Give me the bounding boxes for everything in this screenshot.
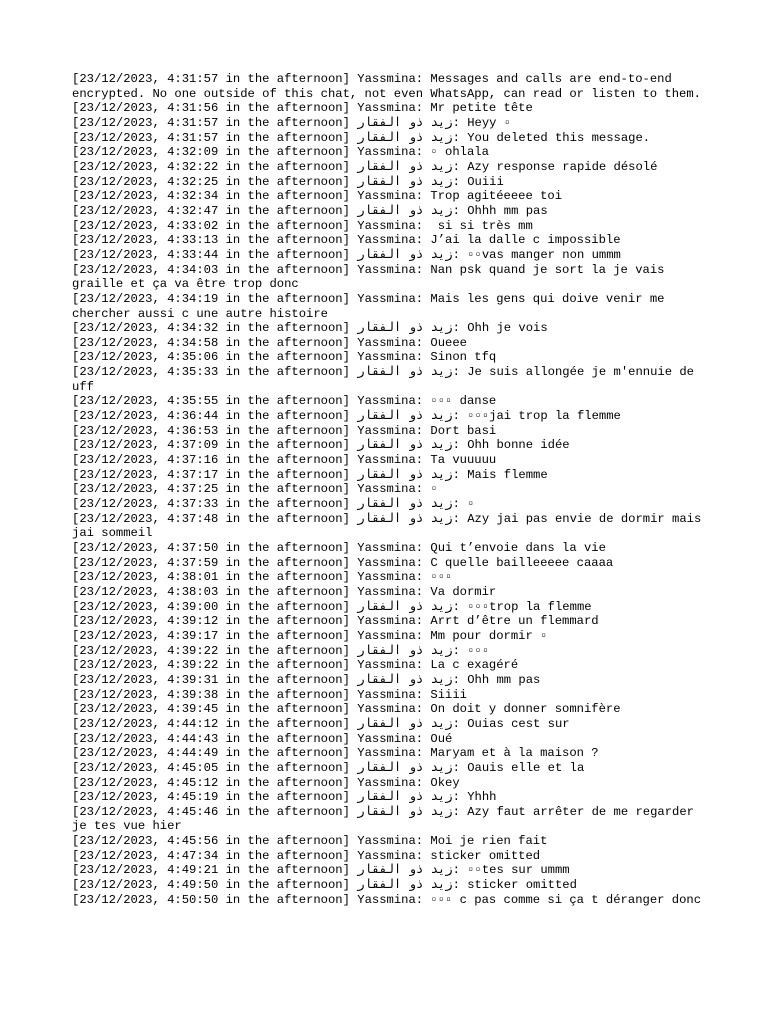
message-sender: Yassmina xyxy=(357,731,416,746)
message-timestamp: [23/12/2023, 4:31:56 in the afternoon] xyxy=(72,101,350,116)
message-timestamp: [23/12/2023, 4:39:31 in the afternoon] xyxy=(72,672,350,687)
chat-line: [23/12/2023, 4:47:34 in the afternoon] Yassmina: sticker omitted xyxy=(72,848,541,863)
message-sender: Yassmina xyxy=(357,541,416,555)
message-timestamp: [23/12/2023, 4:33:02 in the afternoon] xyxy=(72,218,350,233)
message-timestamp: [23/12/2023, 4:36:44 in the afternoon] xyxy=(72,409,350,424)
message-text: ▫▫tes sur ummm xyxy=(467,863,570,878)
message-text: ▫▫▫trop la flemme xyxy=(467,599,592,614)
message-sender: زيد ذو الفقار xyxy=(357,878,453,893)
message-timestamp: [23/12/2023, 4:39:45 in the afternoon] xyxy=(72,702,350,717)
message-sender: زيد ذو الفقار xyxy=(357,804,453,819)
message-sender: Yassmina xyxy=(357,189,416,204)
message-timestamp: [23/12/2023, 4:31:57 in the afternoon] xyxy=(72,72,350,86)
message-timestamp: [23/12/2023, 4:37:59 in the afternoon] xyxy=(72,555,350,570)
message-sender: Yassmina xyxy=(357,584,416,599)
chat-line: [23/12/2023, 4:50:50 in the afternoon] Yassmina: ▫▫▫ c pas comme si ça t déranger donc xyxy=(72,892,702,907)
message-sender: زيد ذو الفقار xyxy=(357,511,453,526)
chat-line: [23/12/2023, 4:31:57 in the afternoon] Yassmina: Messages and calls are end-to-end encrypted. No one outside of this chat, not even WhatsApp, can read or listen to them. xyxy=(72,72,701,101)
chat-line: [23/12/2023, 4:33:44 in the afternoon] زيد ذو الفقار: ▫▫vas manger non ummm xyxy=(72,247,621,262)
message-sender: زيد ذو الفقار xyxy=(357,174,453,189)
message-sender: زيد ذو الفقار xyxy=(357,760,453,775)
chat-line: [23/12/2023, 4:33:02 in the afternoon] Yassmina: si si très mm xyxy=(72,218,533,233)
message-sender: Yassmina xyxy=(357,335,416,350)
message-sender: Yassmina xyxy=(357,145,416,160)
message-text: Ohh mm pas xyxy=(467,672,541,687)
message-text: sticker omitted xyxy=(467,878,577,893)
chat-line: [23/12/2023, 4:37:17 in the afternoon] زيد ذو الفقار: Mais flemme xyxy=(72,467,548,482)
message-sender: Yassmina xyxy=(357,775,416,790)
message-timestamp: [23/12/2023, 4:37:25 in the afternoon] xyxy=(72,482,350,497)
message-text: ▫▫▫jai trop la flemme xyxy=(467,409,621,424)
chat-line: [23/12/2023, 4:34:58 in the afternoon] Yassmina: Oueee xyxy=(72,335,467,350)
message-sender: Yassmina xyxy=(357,746,416,761)
chat-line: [23/12/2023, 4:44:43 in the afternoon] Yassmina: Oué xyxy=(72,731,453,746)
chat-line: [23/12/2023, 4:34:03 in the afternoon] Yassmina: Nan psk quand je sort la je vais graille et ça va être trop donc xyxy=(72,262,672,292)
message-text: Je suis allongée je m'ennuie de uff xyxy=(72,365,702,394)
chat-line: [23/12/2023, 4:49:50 in the afternoon] زيد ذو الفقار: sticker omitted xyxy=(72,878,577,893)
message-timestamp: [23/12/2023, 4:35:55 in the afternoon] xyxy=(72,394,350,409)
message-text: Arrt d’être un flemmard xyxy=(430,614,599,629)
chat-line: [23/12/2023, 4:36:44 in the afternoon] زيد ذو الفقار: ▫▫▫jai trop la flemme xyxy=(72,409,621,424)
message-timestamp: [23/12/2023, 4:37:09 in the afternoon] xyxy=(72,438,350,453)
message-sender: زيد ذو الفقار xyxy=(357,159,453,174)
chat-line: [23/12/2023, 4:33:13 in the afternoon] Yassmina: J’ai la dalle c impossible xyxy=(72,233,621,248)
message-timestamp: [23/12/2023, 4:32:09 in the afternoon] xyxy=(72,145,350,160)
message-sender: Yassmina xyxy=(357,453,416,468)
message-sender: Yassmina xyxy=(357,482,416,497)
message-text: si si très mm xyxy=(430,218,533,233)
message-text: Azy response rapide désolé xyxy=(467,159,658,174)
message-timestamp: [23/12/2023, 4:44:12 in the afternoon] xyxy=(72,716,350,731)
chat-line: [23/12/2023, 4:39:12 in the afternoon] Yassmina: Arrt d’être un flemmard xyxy=(72,614,599,629)
chat-line: [23/12/2023, 4:39:22 in the afternoon] زيد ذو الفقار: ▫▫▫ xyxy=(72,643,490,658)
chat-line: [23/12/2023, 4:45:56 in the afternoon] Yassmina: Moi je rien fait xyxy=(72,834,548,849)
message-sender: Yassmina xyxy=(357,101,416,116)
chat-line: [23/12/2023, 4:38:03 in the afternoon] Yassmina: Va dormir xyxy=(72,584,497,599)
message-timestamp: [23/12/2023, 4:38:01 in the afternoon] xyxy=(72,570,350,585)
message-sender: زيد ذو الفقار xyxy=(357,716,453,731)
chat-line: [23/12/2023, 4:37:33 in the afternoon] زيد ذو الفقار: ▫ xyxy=(72,497,475,512)
message-timestamp: [23/12/2023, 4:35:06 in the afternoon] xyxy=(72,350,350,365)
message-timestamp: [23/12/2023, 4:45:12 in the afternoon] xyxy=(72,775,350,790)
chat-line: [23/12/2023, 4:35:33 in the afternoon] زيد ذو الفقار: Je suis allongée je m'ennuie de uff xyxy=(72,365,702,394)
message-text: sticker omitted xyxy=(430,848,541,863)
message-text: Siiii xyxy=(430,687,467,702)
chat-line: [23/12/2023, 4:45:19 in the afternoon] زيد ذو الفقار: Yhhh xyxy=(72,790,497,805)
message-text: Ouiii xyxy=(467,174,504,189)
chat-line: [23/12/2023, 4:37:59 in the afternoon] Yassmina: C quelle bailleeeee caaaa xyxy=(72,555,614,570)
message-timestamp: [23/12/2023, 4:39:17 in the afternoon] xyxy=(72,628,350,643)
message-text: Dort basi xyxy=(430,423,497,438)
message-sender: Yassmina xyxy=(357,687,416,702)
message-sender: Yassmina xyxy=(357,350,416,365)
message-timestamp: [23/12/2023, 4:37:16 in the afternoon] xyxy=(72,453,350,468)
message-text: Sinon tfq xyxy=(430,350,497,365)
message-timestamp: [23/12/2023, 4:37:48 in the afternoon] xyxy=(72,511,350,526)
message-sender: زيد ذو الفقار xyxy=(357,409,453,424)
chat-line: [23/12/2023, 4:49:21 in the afternoon] زيد ذو الفقار: ▫▫tes sur ummm xyxy=(72,863,570,878)
message-sender: زيد ذو الفقار xyxy=(357,790,453,805)
message-text: ▫▫▫ danse xyxy=(430,394,497,409)
message-sender: زيد ذو الفقار xyxy=(357,321,453,336)
message-sender: زيد ذو الفقار xyxy=(357,863,453,878)
message-sender: زيد ذو الفقار xyxy=(357,115,453,130)
message-text: Mr petite tête xyxy=(430,101,533,116)
chat-line: [23/12/2023, 4:37:48 in the afternoon] زيد ذو الفقار: Azy jai pas envie de dormir mais jai sommeil xyxy=(72,511,709,541)
message-text: ▫▫▫ xyxy=(430,570,453,585)
message-text: Mais flemme xyxy=(467,467,548,482)
message-sender: زيد ذو الفقار xyxy=(357,130,453,145)
message-timestamp: [23/12/2023, 4:32:22 in the afternoon] xyxy=(72,159,350,174)
message-sender: زيد ذو الفقار xyxy=(357,467,453,482)
chat-line: [23/12/2023, 4:44:12 in the afternoon] زيد ذو الفقار: Ouias cest sur xyxy=(72,716,570,731)
message-sender: Yassmina xyxy=(357,614,416,629)
message-timestamp: [23/12/2023, 4:37:33 in the afternoon] xyxy=(72,497,350,512)
message-timestamp: [23/12/2023, 4:44:49 in the afternoon] xyxy=(72,746,350,761)
message-sender: Yassmina xyxy=(357,394,416,409)
message-sender: زيد ذو الفقار xyxy=(357,203,453,218)
message-timestamp: [23/12/2023, 4:37:50 in the afternoon] xyxy=(72,541,350,555)
message-timestamp: [23/12/2023, 4:33:13 in the afternoon] xyxy=(72,233,350,248)
chat-line: [23/12/2023, 4:35:06 in the afternoon] Yassmina: Sinon tfq xyxy=(72,350,497,365)
message-sender: Yassmina xyxy=(357,848,416,863)
message-sender: زيد ذو الفقار xyxy=(357,672,453,687)
message-text: Ohhh mm pas xyxy=(467,203,548,218)
chat-line: [23/12/2023, 4:45:05 in the afternoon] زيد ذو الفقار: Oauis elle et la xyxy=(72,760,585,775)
chat-line: [23/12/2023, 4:39:31 in the afternoon] زيد ذو الفقار: Ohh mm pas xyxy=(72,672,541,687)
message-timestamp: [23/12/2023, 4:32:34 in the afternoon] xyxy=(72,189,350,204)
message-text: ▫ xyxy=(430,482,438,497)
message-text: Heyy ▫ xyxy=(467,115,512,130)
message-text: Mais les gens qui doive venir me chercher aussi c une autre histoire xyxy=(72,291,672,321)
chat-line: [23/12/2023, 4:39:17 in the afternoon] Yassmina: Mm pour dormir ▫ xyxy=(72,628,548,643)
message-timestamp: [23/12/2023, 4:45:19 in the afternoon] xyxy=(72,790,350,805)
message-text: ▫▫vas manger non ummm xyxy=(467,247,621,262)
chat-line: [23/12/2023, 4:39:00 in the afternoon] زيد ذو الفقار: ▫▫▫trop la flemme xyxy=(72,599,592,614)
message-text: Yhhh xyxy=(467,790,497,805)
message-sender: زيد ذو الفقار xyxy=(357,643,453,658)
message-timestamp: [23/12/2023, 4:31:57 in the afternoon] xyxy=(72,130,350,145)
message-timestamp: [23/12/2023, 4:39:12 in the afternoon] xyxy=(72,614,350,629)
message-timestamp: [23/12/2023, 4:37:17 in the afternoon] xyxy=(72,467,350,482)
message-text: ▫ xyxy=(467,497,475,512)
message-sender: Yassmina xyxy=(357,892,416,907)
message-timestamp: [23/12/2023, 4:34:03 in the afternoon] xyxy=(72,262,350,277)
message-text: Oauis elle et la xyxy=(467,760,585,775)
message-text: Qui t’envoie dans la vie xyxy=(430,541,606,555)
message-text: Mm pour dormir ▫ xyxy=(430,628,548,643)
chat-line: [23/12/2023, 4:31:57 in the afternoon] زيد ذو الفقار: Heyy ▫ xyxy=(72,115,512,130)
chat-line: [23/12/2023, 4:44:49 in the afternoon] Yassmina: Maryam et à la maison ? xyxy=(72,746,599,761)
message-sender: Yassmina xyxy=(357,702,416,717)
message-timestamp: [23/12/2023, 4:49:50 in the afternoon] xyxy=(72,878,350,893)
message-timestamp: [23/12/2023, 4:36:53 in the afternoon] xyxy=(72,423,350,438)
message-sender: Yassmina xyxy=(357,291,416,306)
message-timestamp: [23/12/2023, 4:31:57 in the afternoon] xyxy=(72,115,350,130)
message-sender: Yassmina xyxy=(357,555,416,570)
message-timestamp: [23/12/2023, 4:45:46 in the afternoon] xyxy=(72,804,350,819)
message-sender: زيد ذو الفقار xyxy=(357,438,453,453)
message-text: Okey xyxy=(430,775,460,790)
chat-line: [23/12/2023, 4:32:34 in the afternoon] Yassmina: Trop agitéeeee toi xyxy=(72,189,563,204)
message-text: Trop agitéeeee toi xyxy=(430,189,563,204)
chat-line: [23/12/2023, 4:37:16 in the afternoon] Yassmina: Ta vuuuuu xyxy=(72,453,497,468)
message-sender: زيد ذو الفقار xyxy=(357,365,453,380)
message-timestamp: [23/12/2023, 4:34:32 in the afternoon] xyxy=(72,321,350,336)
message-sender: زيد ذو الفقار xyxy=(357,247,453,262)
message-text: Moi je rien fait xyxy=(430,834,548,849)
message-sender: Yassmina xyxy=(357,423,416,438)
chat-line: [23/12/2023, 4:34:32 in the afternoon] زيد ذو الفقار: Ohh je vois xyxy=(72,321,548,336)
message-text: ▫▫▫ c pas comme si ça t déranger donc xyxy=(430,892,702,907)
message-text: Ouias cest sur xyxy=(467,716,570,731)
message-sender: Yassmina xyxy=(357,233,416,248)
message-text: Oué xyxy=(430,731,453,746)
message-text: Ta vuuuuu xyxy=(430,453,497,468)
chat-line: [23/12/2023, 4:45:12 in the afternoon] Yassmina: Okey xyxy=(72,775,460,790)
message-text: Ohh bonne idée xyxy=(467,438,570,453)
message-sender: Yassmina xyxy=(357,658,416,673)
chat-line: [23/12/2023, 4:35:55 in the afternoon] Yassmina: ▫▫▫ danse xyxy=(72,394,497,409)
chat-line: [23/12/2023, 4:32:47 in the afternoon] زيد ذو الفقار: Ohhh mm pas xyxy=(72,203,548,218)
chat-line: [23/12/2023, 4:39:38 in the afternoon] Yassmina: Siiii xyxy=(72,687,467,702)
message-timestamp: [23/12/2023, 4:45:56 in the afternoon] xyxy=(72,834,350,849)
message-text: Maryam et à la maison ? xyxy=(430,746,599,761)
message-timestamp: [23/12/2023, 4:35:33 in the afternoon] xyxy=(72,365,350,380)
message-timestamp: [23/12/2023, 4:39:00 in the afternoon] xyxy=(72,599,350,614)
message-text: Ohh je vois xyxy=(467,321,548,336)
chat-line: [23/12/2023, 4:37:25 in the afternoon] Yassmina: ▫ xyxy=(72,482,438,497)
chat-line: [23/12/2023, 4:45:46 in the afternoon] زيد ذو الفقار: Azy faut arrêter de me regarder je tes vue hier xyxy=(72,804,702,834)
chat-line: [23/12/2023, 4:34:19 in the afternoon] Yassmina: Mais les gens qui doive venir me chercher aussi c une autre histoire xyxy=(72,291,672,321)
chat-line: [23/12/2023, 4:37:09 in the afternoon] زيد ذو الفقار: Ohh bonne idée xyxy=(72,438,570,453)
message-text: On doit y donner somnifère xyxy=(430,702,621,717)
message-timestamp: [23/12/2023, 4:47:34 in the afternoon] xyxy=(72,848,350,863)
message-timestamp: [23/12/2023, 4:34:19 in the afternoon] xyxy=(72,291,350,306)
message-text: J’ai la dalle c impossible xyxy=(430,233,621,248)
message-text: Azy jai pas envie de dormir mais jai sommeil xyxy=(72,511,709,541)
chat-line: [23/12/2023, 4:32:09 in the afternoon] Yassmina: ▫ ohlala xyxy=(72,145,489,160)
message-sender: Yassmina xyxy=(357,628,416,643)
message-sender: Yassmina xyxy=(357,72,416,86)
message-timestamp: [23/12/2023, 4:39:38 in the afternoon] xyxy=(72,687,350,702)
message-timestamp: [23/12/2023, 4:33:44 in the afternoon] xyxy=(72,247,350,262)
message-timestamp: [23/12/2023, 4:32:25 in the afternoon] xyxy=(72,174,350,189)
message-timestamp: [23/12/2023, 4:38:03 in the afternoon] xyxy=(72,584,350,599)
chat-line: [23/12/2023, 4:31:57 in the afternoon] زيد ذو الفقار: You deleted this message. xyxy=(72,130,651,145)
chat-line: [23/12/2023, 4:32:22 in the afternoon] زيد ذو الفقار: Azy response rapide désolé xyxy=(72,159,658,174)
message-timestamp: [23/12/2023, 4:39:22 in the afternoon] xyxy=(72,658,350,673)
message-text: Va dormir xyxy=(430,584,497,599)
message-text: Oueee xyxy=(430,335,467,350)
message-sender: Yassmina xyxy=(357,570,416,585)
message-text: Messages and calls are end-to-end encrypted. No one outside of this chat, not even WhatsApp, can read or listen to them. xyxy=(72,72,701,101)
message-sender: Yassmina xyxy=(357,218,416,233)
message-text: La c exagéré xyxy=(430,658,519,673)
message-text: ▫ ohlala xyxy=(430,145,489,160)
message-sender: زيد ذو الفقار xyxy=(357,497,453,512)
message-sender: Yassmina xyxy=(357,834,416,849)
chat-line: [23/12/2023, 4:39:45 in the afternoon] Yassmina: On doit y donner somnifère xyxy=(72,702,621,717)
message-text: C quelle bailleeeee caaaa xyxy=(430,555,614,570)
chat-line: [23/12/2023, 4:39:22 in the afternoon] Yassmina: La c exagéré xyxy=(72,658,519,673)
chat-log xyxy=(72,72,709,907)
message-timestamp: [23/12/2023, 4:44:43 in the afternoon] xyxy=(72,731,350,746)
message-sender: Yassmina xyxy=(357,262,416,277)
message-text: You deleted this message. xyxy=(467,130,651,145)
message-text: ▫▫▫ xyxy=(467,643,490,658)
chat-line: [23/12/2023, 4:38:01 in the afternoon] Yassmina: ▫▫▫ xyxy=(72,570,453,585)
message-timestamp: [23/12/2023, 4:32:47 in the afternoon] xyxy=(72,203,350,218)
message-timestamp: [23/12/2023, 4:49:21 in the afternoon] xyxy=(72,863,350,878)
message-timestamp: [23/12/2023, 4:34:58 in the afternoon] xyxy=(72,335,350,350)
message-sender: زيد ذو الفقار xyxy=(357,599,453,614)
message-text: Nan psk quand je sort la je vais graille et ça va être trop donc xyxy=(72,262,672,292)
chat-line: [23/12/2023, 4:36:53 in the afternoon] Yassmina: Dort basi xyxy=(72,423,497,438)
chat-line: [23/12/2023, 4:37:50 in the afternoon] Yassmina: Qui t’envoie dans la vie xyxy=(72,541,606,555)
message-text: Azy faut arrêter de me regarder je tes vue hier xyxy=(72,804,702,834)
message-timestamp: [23/12/2023, 4:39:22 in the afternoon] xyxy=(72,643,350,658)
message-timestamp: [23/12/2023, 4:50:50 in the afternoon] xyxy=(72,892,350,907)
message-timestamp: [23/12/2023, 4:45:05 in the afternoon] xyxy=(72,760,350,775)
chat-line: [23/12/2023, 4:32:25 in the afternoon] زيد ذو الفقار: Ouiii xyxy=(72,174,504,189)
chat-line: [23/12/2023, 4:31:56 in the afternoon] Yassmina: Mr petite tête xyxy=(72,101,533,116)
